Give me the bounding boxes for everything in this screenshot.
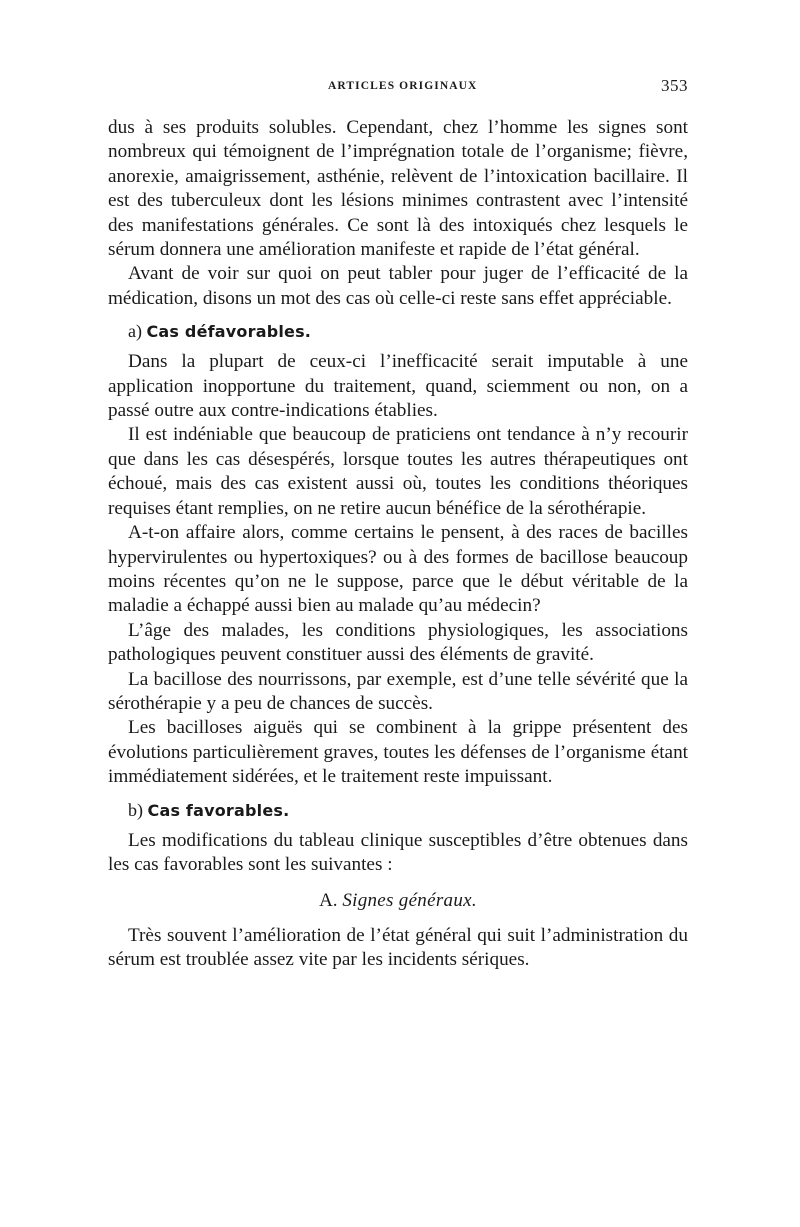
paragraph: A-t-on affaire alors, comme certains le pensent, à des races de bacilles hypervirulentes ou hypertoxiques? ou à des formes de bacillose beaucoup moins récentes qu’on ne le suppose, parce que le début véritable de la maladie a échappé aussi bien au malade qu’au médecin?: [108, 522, 688, 617]
running-title: ARTICLES ORIGINAUX: [328, 80, 478, 92]
paragraph: Très souvent l’amélioration de l’état général qui suit l’administration du sérum est troublée assez vite par les incidents sériques.: [108, 924, 688, 971]
subsection-title: Signes généraux.: [342, 890, 477, 912]
section-heading-a: [128, 319, 688, 344]
page-header: [108, 76, 688, 100]
section-heading-b: [128, 798, 688, 823]
page-number: 353: [661, 76, 688, 95]
paragraph: Il est indéniable que beaucoup de praticiens ont tendance à n’y recourir que dans les cas désespérés, lorsque toutes les autres thérapeutiques ont échoué, mais des cas existent aussi où, toutes les conditions théoriques requises étant remplies, on ne retire aucun bénéfice de la sérothérapie.: [108, 424, 688, 519]
paragraph: dus à ses produits solubles. Cependant, chez l’homme les signes sont nombreux qui témoignent de l’imprégnation totale de l’organisme; fièvre, anorexie, amaigrissement, asthénie, relèvent de l’intoxication bacillaire. Il est des tuberculeux dont les lésions minimes contrastent avec l’intensité des manifestations générales. Ce sont là des intoxiqués chez lesquels le sérum donnera une amélioration manifeste et rapide de l’état général.: [108, 117, 688, 261]
paragraph: Les bacilloses aiguës qui se combinent à la grippe présentent des évolutions particulièrement graves, toutes les défenses de l’organisme étant immédiatement sidérées, et le traitement reste impuissant.: [108, 717, 688, 788]
section-title: Cas défavorables.: [146, 322, 312, 342]
subsection-letter: A.: [319, 890, 338, 912]
section-title: Cas favorables.: [147, 800, 290, 820]
body-text: [108, 116, 688, 973]
section-marker: a): [128, 321, 142, 342]
paragraph: Les modifications du tableau clinique susceptibles d’être obtenues dans les cas favorables sont les suivantes :: [108, 829, 688, 875]
paragraph: La bacillose des nourrissons, par exemple, est d’une telle sévérité que la sérothérapie y a peu de chances de succès.: [108, 668, 688, 714]
subsection-heading-A: [108, 889, 688, 913]
paragraph: Dans la plupart de ceux-ci l’inefficacité serait imputable à une application inopportune du traitement, quand, sciemment ou non, on a passé outre aux contre-indications établies.: [108, 351, 688, 422]
section-marker: b): [128, 799, 143, 820]
paragraph: L’âge des malades, les conditions physiologiques, les associations pathologiques peuvent constituer aussi des éléments de gravité.: [108, 619, 688, 666]
paragraph: Avant de voir sur quoi on peut tabler pour juger de l’efficacité de la médication, disons un mot des cas où celle-ci reste sans effet appréciable.: [108, 263, 688, 309]
